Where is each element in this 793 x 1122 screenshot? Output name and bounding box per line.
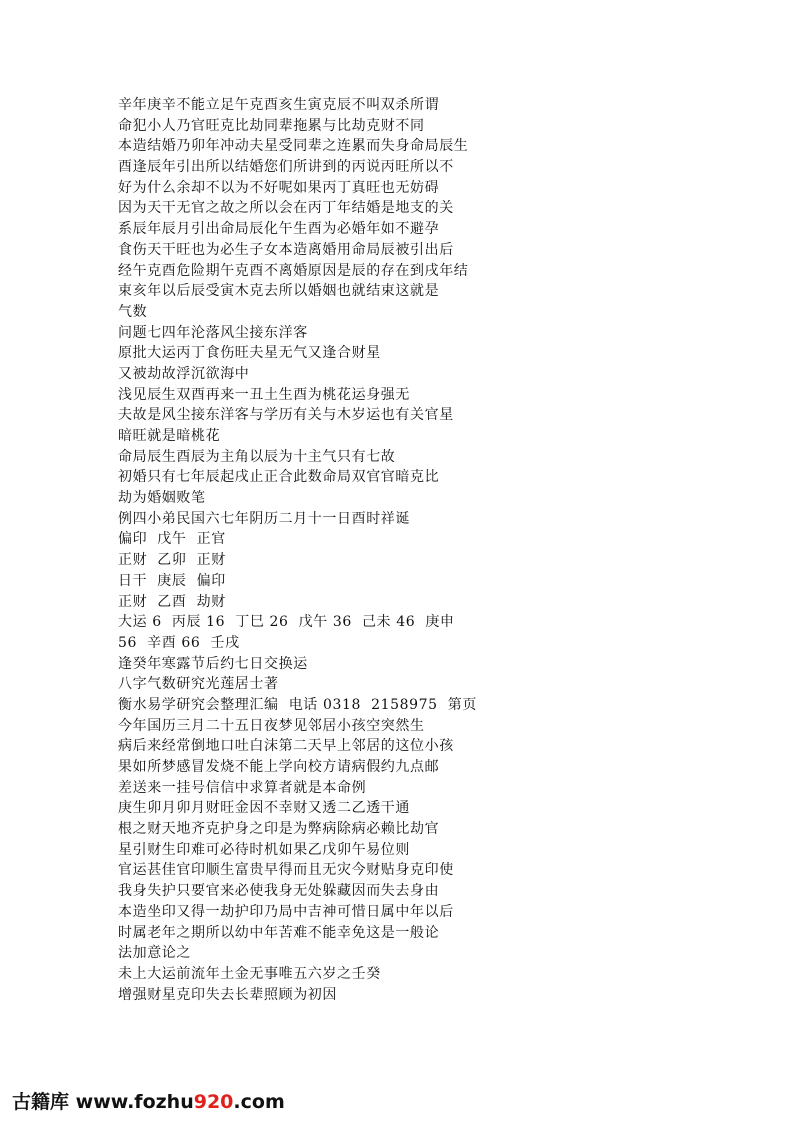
document-body — [118, 95, 678, 1005]
text-line: 暗旺就是暗桃花 — [118, 428, 221, 444]
text-line: 辛年庚辛不能立足午克酉亥生寅克辰不叫双杀所谓 — [118, 97, 440, 113]
text-line: 本造坐印又得一劫护印乃局中吉神可惜日属中年以后 — [118, 903, 454, 920]
text-line: 增强财星克印失去长辈照顾为初因 — [118, 986, 337, 1003]
text-line: 大运 6 丙辰 16 丁巳 26 戊午 36 己未 46 庚申 — [118, 614, 455, 631]
text-line: 正财 乙卯 正财 — [118, 552, 226, 569]
text-line: 又被劫故浮沉欲海中 — [118, 365, 250, 382]
text-line: 未上大运前流年土金无事唯五六岁之壬癸 — [118, 965, 381, 982]
text-line: 酉逢辰年引出所以结婚您们所讲到的丙说丙旺所以不 — [118, 159, 454, 176]
text-line: 官运甚佳官印顺生富贵早得而且无灾今财贴身克印使 — [118, 862, 454, 879]
footer-watermark — [12, 1087, 285, 1114]
text-line: 系辰年辰月引出命局辰化午生酉为必婚年如不避孕 — [118, 221, 440, 238]
text-line: 偏印 戊午 正官 — [118, 531, 226, 548]
text-line: 夫故是风尘接东洋客与学历有关与木岁运也有关官星 — [118, 407, 454, 424]
text-line: 食伤天干旺也为必生子女本造离婚用命局辰被引出后 — [118, 241, 454, 258]
text-line: 星引财生印难可必待时机如果乙戊卯午易位则 — [118, 841, 410, 858]
text-line: 我身失护只要官来必使我身无处躲藏因而失去身由 — [118, 883, 440, 900]
text-line: 经午克酉危险期午克酉不离婚原因是辰的存在到戌年结 — [118, 262, 469, 279]
text-line: 例四小弟民国六七年阴历二月十一日酉时祥诞 — [118, 510, 410, 527]
text-line: 命犯小人乃官旺克比劫同辈拖累与比劫克财不同 — [118, 117, 425, 134]
text-line: 束亥年以后辰受寅木克去所以婚姻也就结束这就是 — [118, 283, 440, 300]
text-line: 好为什么余却不以为不好呢如果丙丁真旺也无妨碍 — [118, 179, 440, 196]
footer-url-number: 920 — [193, 1091, 234, 1113]
text-line: 劫为婚姻败笔 — [118, 490, 206, 507]
text-line: 法加意论之 — [118, 945, 191, 962]
text-line: 命局辰生酉辰为主角以辰为十主气只有七故 — [118, 448, 396, 465]
text-line: 时属老年之期所以幼中年苦难不能幸免这是一般论 — [118, 924, 440, 941]
text-line: 八字气数研究光莲居士著 — [118, 676, 279, 693]
text-line: 差送来一挂号信信中求算者就是本命例 — [118, 779, 367, 796]
text-line: 逢癸年寒露节后约七日交换运 — [118, 655, 308, 672]
text-line: 正财 乙酉 劫财 — [118, 593, 226, 610]
text-line: 果如所梦感冒发烧不能上学向校方请病假约九点邮 — [118, 759, 440, 775]
text-line: 本造结婚乃卯年冲动夫星受同辈之连累而失身命局辰生 — [118, 138, 469, 155]
text-line: 日干 庚辰 偏印 — [118, 572, 226, 589]
footer-url-suffix: .com — [233, 1091, 285, 1113]
text-line: 庚生卯月卯月财旺金因不幸财又透二乙透干通 — [118, 800, 410, 817]
text-line: 浅见辰生双酉再来一丑土生酉为桃花运身强无 — [118, 386, 410, 403]
text-line: 初婚只有七年辰起戌止正合此数命局双官官暗克比 — [118, 469, 440, 486]
text-line: 今年国历三月二十五日夜梦见邻居小孩空突然生 — [118, 717, 425, 734]
text-line: 根之财天地齐克护身之印是为弊病除病必赖比劫官 — [118, 821, 440, 838]
footer-url-prefix: www.fozhu — [75, 1091, 194, 1113]
text-line: 气数 — [118, 303, 148, 320]
text-line: 问题七四年沦落风尘接东洋客 — [118, 324, 308, 341]
text-line: 56 辛酉 66 壬戌 — [118, 634, 240, 651]
text-line: 衡水易学研究会整理汇编 电话 0318 2158975 第页 — [118, 696, 477, 713]
text-line: 原批大运丙丁食伤旺夫星无气又逢合财星 — [118, 345, 381, 362]
footer-brand-name: 古籍库 — [12, 1091, 70, 1113]
text-line: 因为天干无官之故之所以会在丙丁年结婚是地支的关 — [118, 200, 454, 217]
text-line: 病后来经常倒地口吐白沫第二天早上邻居的这位小孩 — [118, 738, 454, 755]
